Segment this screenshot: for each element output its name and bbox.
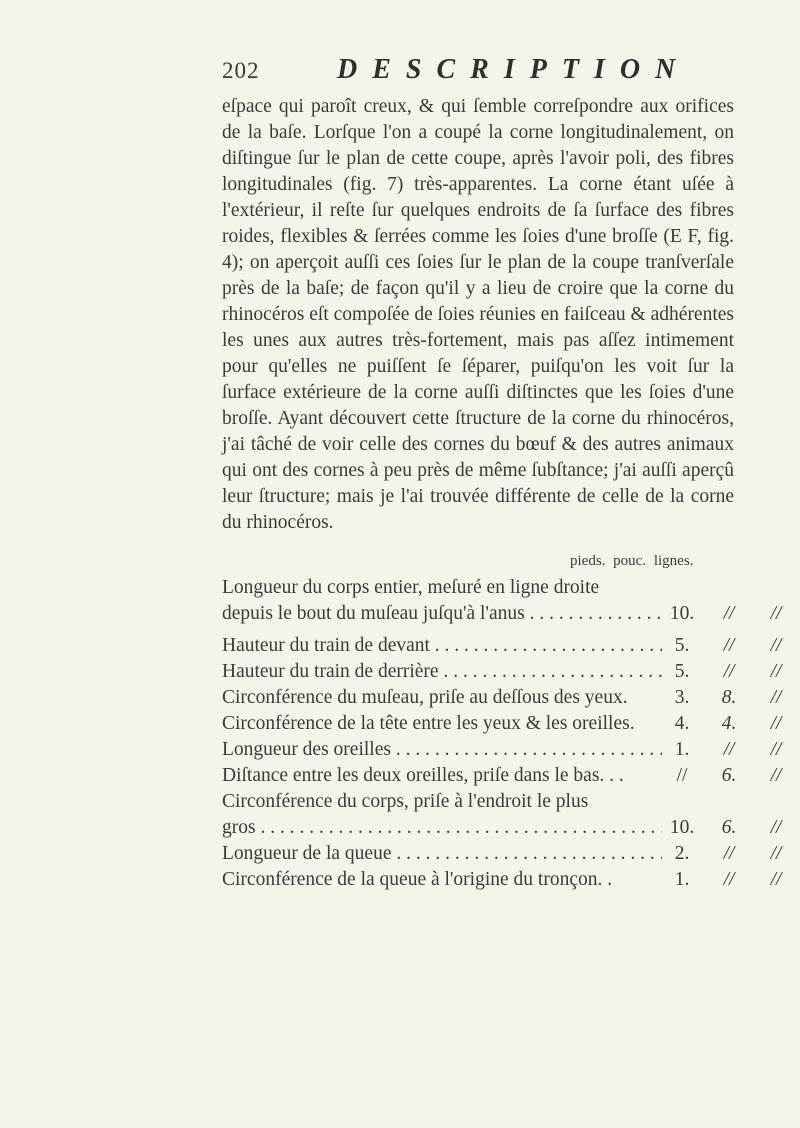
- row-label: Circonférence de la queue à l'origine du tronçon. .: [222, 869, 613, 890]
- pieds-value: 10.: [669, 603, 695, 624]
- paragraph: eſpace qui paroît creux, & qui ſemble correſpondre aux orifices de la baſe. Lorſque l'on a coupé la corne longitudinalement, on diſtingue ſur le plan de cette coupe, après l'avoir poli, des fibres longitudinales (fig. 7) très-apparentes. La corne étant uſée à l'extérieur, il reſte ſur quelques endroits de ſa ſurface des fibres roides, flexibles & ſerrées comme les ſoies d'une broſſe (E F, fig. 4); on aperçoit auſſi ces ſoies ſur le plan de la coupe tranſverſale près de la baſe; de façon qu'il y a lieu de croire que la corne du rhinocéros eſt compoſée de ſoies réunies en faiſceau & adhérentes les unes aux autres très-fortement, mais pas aſſez intimement pour qu'elles ne puiſſent ſe ſéparer, puiſqu'on les voit ſur la ſurface extérieure de la corne auſſi diſtinctes que les ſoies d'une broſſe. Ayant découvert cette ſtructure de la corne du rhinocéros, j'ai tâché de voir celle des cornes du bœuf & des autres animaux qui ont des cornes à peu près de même ſubſtance; j'ai auſſi aperçû leur ſtructure; mais je l'ai trouvée différente de celle de la corne du rhinocéros.: [222, 96, 734, 533]
- table-row: [222, 601, 782, 627]
- pieds-value: 1.: [674, 739, 690, 760]
- row-label: Hauteur du train de devant . . .: [222, 633, 662, 659]
- pieds-value: //: [676, 765, 688, 786]
- row-label: Longueur de la queue . . .: [222, 841, 662, 867]
- lignes-value: //: [770, 869, 782, 890]
- pouces-value: //: [723, 603, 735, 624]
- row-label: Diſtance entre les deux oreilles, priſe dans le bas. . .: [222, 765, 624, 786]
- pouces-value: 8.: [721, 687, 737, 708]
- pieds-value: 10.: [669, 817, 695, 838]
- table-row: [222, 815, 782, 841]
- lignes-value: //: [770, 739, 782, 760]
- table-row: [222, 841, 782, 867]
- pouces-value: //: [723, 869, 735, 890]
- row-label-line2: gros . . .: [222, 815, 662, 841]
- pouces-value: 4.: [721, 713, 737, 734]
- pieds-value: 2.: [674, 843, 690, 864]
- table-row: [222, 711, 782, 737]
- lignes-value: //: [770, 687, 782, 708]
- row-label: Hauteur du train de derrière . . .: [222, 659, 662, 685]
- pouces-value: //: [723, 635, 735, 656]
- table-row: [222, 575, 742, 601]
- table-row: [222, 867, 782, 893]
- pieds-value: 4.: [674, 713, 690, 734]
- pouces-value: 6.: [721, 765, 737, 786]
- pieds-value: 5.: [674, 635, 690, 656]
- lignes-value: //: [770, 765, 782, 786]
- lignes-value: //: [770, 603, 782, 624]
- pouces-value: 6.: [721, 817, 737, 838]
- row-label: Longueur des oreilles . . .: [222, 737, 662, 763]
- pouces-value: //: [723, 661, 735, 682]
- lignes-value: //: [770, 635, 782, 656]
- table-row: [222, 685, 782, 711]
- table-row: [222, 763, 782, 789]
- pouces-value: //: [723, 843, 735, 864]
- lignes-value: //: [770, 817, 782, 838]
- table-row: [222, 633, 782, 659]
- table-row: [222, 737, 782, 763]
- pouces-value: //: [723, 739, 735, 760]
- row-label-line1: Circonférence du corps, priſe à l'endroit le plus: [222, 791, 589, 812]
- lignes-value: //: [770, 713, 782, 734]
- pieds-value: 3.: [674, 687, 690, 708]
- table-row: [222, 789, 742, 815]
- lignes-value: //: [770, 843, 782, 864]
- page-number: 202: [222, 58, 260, 83]
- body-text: [222, 94, 734, 536]
- measurements-table: [222, 575, 782, 893]
- row-label: Circonférence du muſeau, priſe au deſſous des yeux.: [222, 687, 628, 708]
- pieds-value: 5.: [674, 661, 690, 682]
- row-label-line2: depuis le bout du muſeau juſqu'à l'anus . . .: [222, 601, 662, 627]
- row-label-line1: Longueur du corps entier, meſuré en ligne droite: [222, 577, 600, 598]
- row-label: Circonférence de la tête entre les yeux & les oreilles.: [222, 713, 635, 734]
- pieds-value: 1.: [674, 869, 690, 890]
- column-header: pieds. pouc. lignes.: [570, 553, 694, 569]
- running-head: DESCRIPTION: [337, 54, 691, 85]
- table-row: [222, 659, 782, 685]
- lignes-value: //: [770, 661, 782, 682]
